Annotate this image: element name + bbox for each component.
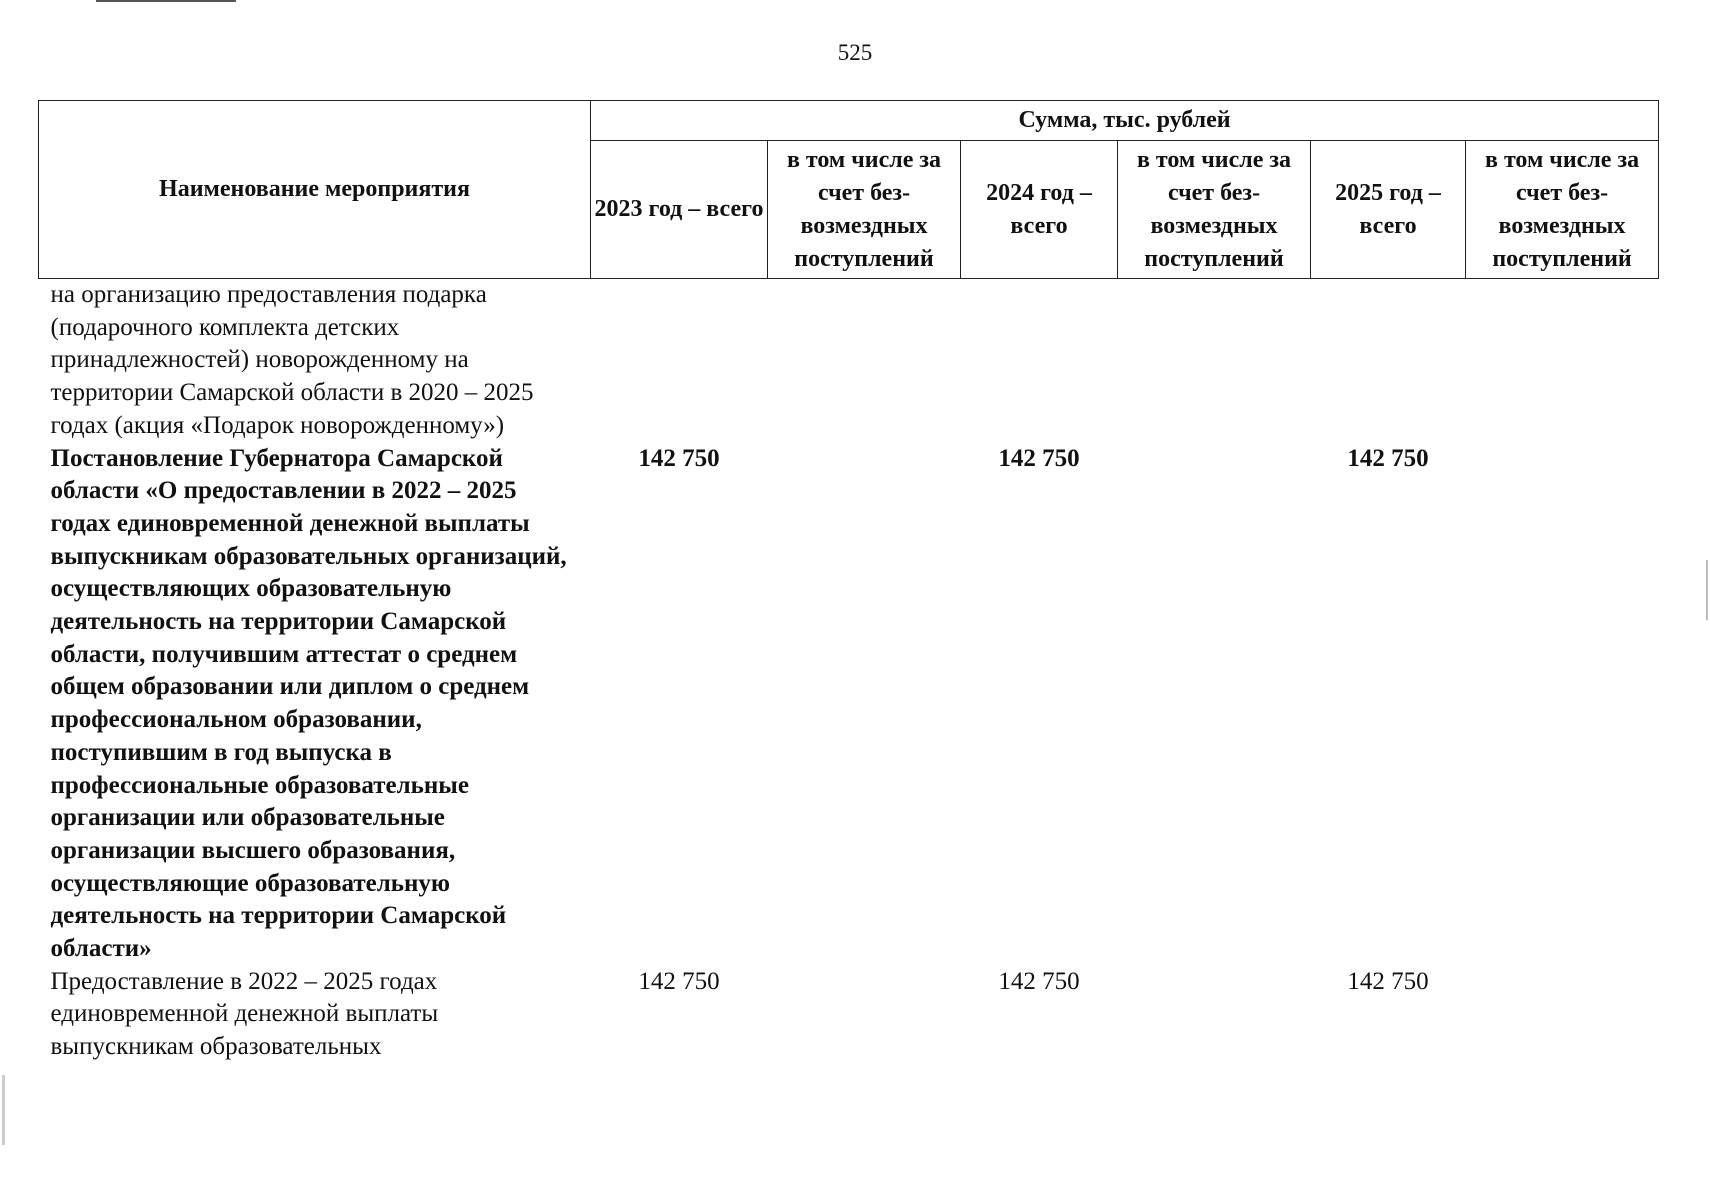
cell-2024-free — [1118, 279, 1311, 443]
cell-2023-total: 142 750 — [638, 444, 720, 472]
cell-2023-total — [591, 279, 768, 443]
header-2024-total: 2024 год – всего — [961, 141, 1118, 279]
header-2023-total: 2023 год – всего — [591, 141, 768, 279]
table-row — [39, 443, 1659, 966]
row-description: Предоставление в 2022 – 2025 годах единовременной денежной выплаты выпускникам образовательных — [50, 967, 439, 1061]
scan-mark — [96, 0, 236, 2]
cell-2024-free — [1118, 966, 1311, 1064]
row-description: Постановление Губернатора Самарской области «О предоставлении в 2022 – 2025 годах единовременной денежной выплаты выпускникам образовательных организаций, осуществляющих образовательную деятельность на территории Самарской области, получившим аттестат о среднем общем образовании или диплом о среднем профессиональном образовании, поступившим в год выпуска в профессиональные образовательные организации или образовательные организации высшего образования, осуществляющие образовательную деятельность на территории Самарской области» — [50, 444, 567, 963]
budget-table — [38, 100, 1659, 1064]
cell-2024-free — [1118, 443, 1311, 966]
table-row — [39, 966, 1659, 1064]
header-2025-total: 2025 год – всего — [1311, 141, 1466, 279]
scan-mark — [2, 1075, 5, 1145]
cell-2023-free — [768, 279, 961, 443]
cell-2025-free — [1466, 966, 1659, 1064]
header-2023-free: в том числе за счет без-возмездных поступлений — [768, 141, 961, 279]
cell-2023-free — [768, 443, 961, 966]
cell-2024-total — [961, 279, 1118, 443]
header-2024-free: в том числе за счет без-возмездных поступлений — [1118, 141, 1311, 279]
scan-mark — [1706, 560, 1708, 620]
header-2025-free: в том числе за счет без-возмездных поступлений — [1466, 141, 1659, 279]
cell-2025-free — [1466, 443, 1659, 966]
cell-2025-total: 142 750 — [1347, 967, 1429, 995]
cell-2025-free — [1466, 279, 1659, 443]
cell-2023-free — [768, 966, 961, 1064]
cell-2023-total: 142 750 — [638, 967, 720, 995]
page-number: 525 — [837, 40, 873, 65]
cell-2024-total: 142 750 — [998, 967, 1080, 995]
header-sum-group: Сумма, тыс. рублей — [591, 101, 1659, 141]
table-header — [39, 101, 1659, 279]
cell-2025-total — [1311, 279, 1466, 443]
table-row — [39, 279, 1659, 443]
row-description: на организацию предоставления подарка (подарочного комплекта детских принадлежностей) новорожденному на территории Самарской области в 2020 – 2025 годах (акция «Подарок новорожденному») — [50, 281, 534, 439]
cell-2025-total: 142 750 — [1347, 444, 1429, 472]
cell-2024-total: 142 750 — [998, 444, 1080, 472]
header-name-column: Наименование мероприятия — [39, 101, 591, 279]
